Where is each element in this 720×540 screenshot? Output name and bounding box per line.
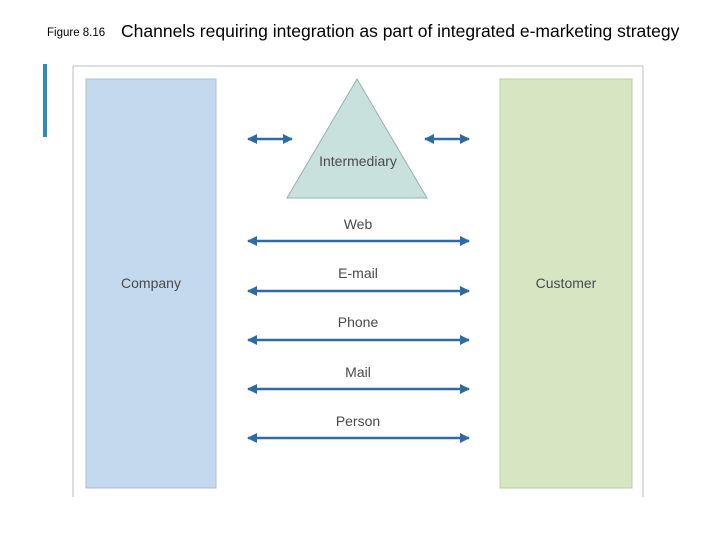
channel-label-phone: Phone [337, 314, 379, 330]
company-label: Company [121, 275, 181, 291]
intermediary-label: Intermediary [319, 153, 397, 169]
customer-label: Customer [535, 275, 597, 291]
intermediary-triangle [287, 79, 427, 198]
channel-label-email: E-mail [338, 265, 378, 281]
channel-label-web: Web [343, 216, 373, 232]
channel-label-person: Person [335, 413, 381, 429]
figure-label: Figure 8.16 [47, 27, 106, 39]
figure-title: Channels requiring integration as part of integrated e-marketing strategy [121, 21, 680, 41]
channel-label-mail: Mail [345, 364, 371, 380]
